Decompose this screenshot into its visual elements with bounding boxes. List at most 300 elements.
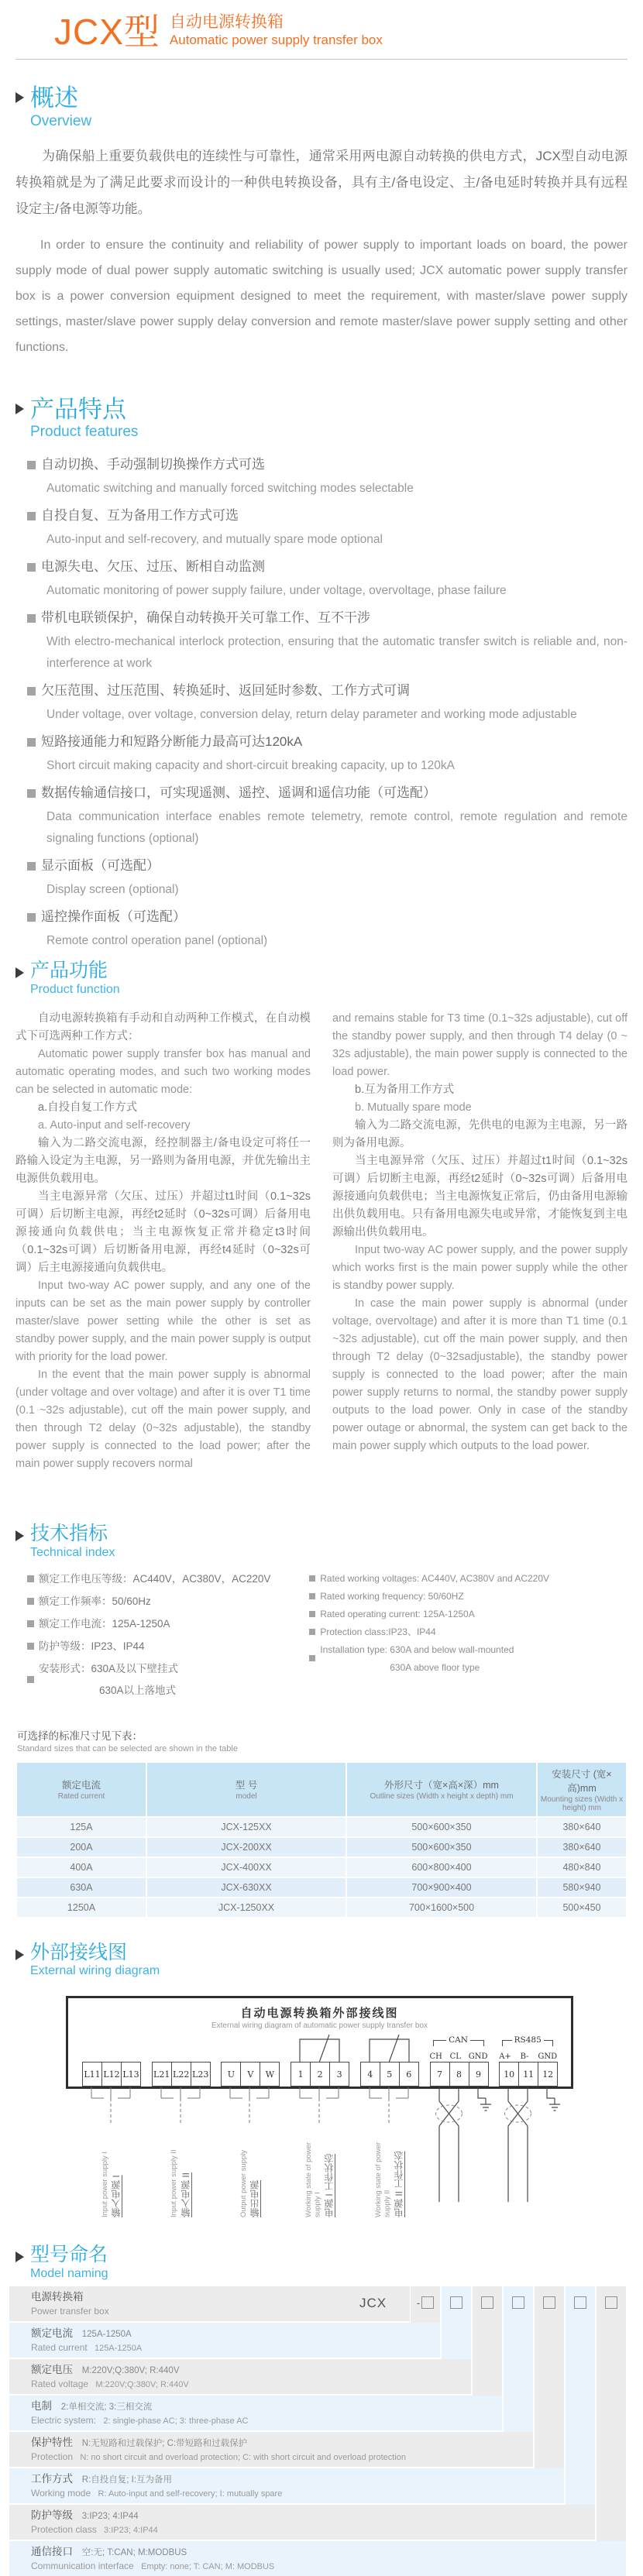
naming-row-cn <box>31 2509 595 2523</box>
cell-rated-current: 400A <box>17 1858 146 1877</box>
square-bullet-icon <box>27 1598 34 1605</box>
terminal-group <box>152 2062 211 2087</box>
terminal-cell: 7 <box>430 2062 449 2087</box>
naming-value-en: 3:IP23; 4:IP44 <box>104 2526 158 2536</box>
technical-item <box>27 1640 309 1652</box>
cell-mounting-size: 380×640 <box>538 1818 626 1836</box>
square-bullet-icon <box>27 1676 34 1683</box>
technical-item-value: Protection class:IP23、IP44 <box>320 1626 436 1637</box>
function-column-left <box>15 1010 311 1473</box>
section-wiring-heading <box>15 1942 643 1980</box>
function-title-cn: 产品功能 <box>30 960 108 982</box>
model-naming-row <box>9 2468 564 2503</box>
function-columns <box>15 1010 628 1473</box>
feature-item <box>27 455 628 500</box>
naming-label-en: Working mode <box>31 2488 91 2499</box>
naming-row-cn <box>31 2399 502 2414</box>
naming-label-en: Protection <box>31 2451 74 2463</box>
terminal-cell: 3 <box>329 2062 349 2087</box>
table-row <box>17 1898 626 1917</box>
wiring-diagram-box <box>66 1996 573 2089</box>
function-paragraph: 当主电源异常（欠压、过压）并超过t1时间（0.1~32s可调）后切断主电源，再经t2延时（0~32s可调）后备用电源接通向负载供电；当主电源恢复正常后，仍由备用电源输出供负载用电。只有备用电源失电或异常，才能恢复到主电源输出供负载用电。 <box>332 1154 628 1238</box>
function-paragraph: 输入为二路交流电源，先供电的电源为主电源，另一路则为备用电源。 <box>332 1118 628 1149</box>
naming-row-en <box>31 2414 502 2427</box>
square-bullet-icon <box>27 1620 34 1627</box>
technical-item-text <box>320 1591 463 1602</box>
naming-label-en: Communication interface <box>31 2561 134 2572</box>
square-bullet-icon <box>27 614 36 623</box>
feature-cn-label: 数据传输通信接口，可实现遥测、遥控、遥调和遥信功能（可选配） <box>41 785 436 801</box>
features-list <box>27 455 628 952</box>
naming-row-en <box>31 2378 471 2391</box>
wiring-label-en: Input power supply I <box>100 2152 109 2218</box>
model-naming-row <box>9 2396 502 2430</box>
feature-cn-label: 自投自复、互为备用工作方式可选 <box>41 508 239 524</box>
wiring-group-label <box>360 2126 418 2217</box>
technical-item <box>309 1626 628 1637</box>
model-naming-row <box>9 2359 471 2394</box>
wiring-title-cn: 外部接线图 <box>30 1941 128 1963</box>
technical-item-text <box>39 1573 270 1585</box>
naming-label-en: Electric system: <box>31 2415 97 2427</box>
header-cell-cn: 安装尺寸 (宽×高)mm <box>552 1768 612 1794</box>
feature-item <box>27 609 628 675</box>
features-title-cn: 产品特点 <box>30 395 126 423</box>
overview-paragraph-en: In order to ensure the continuity and reliability of power supply to important loads on board, the power supply mode of dual power supply automatic switching is usually used; JCX automatic power supply transfer box is a power conversion equipment designed to meet the requirement, with master/slave power supply settings, master/slave power supply delay conversion and remote master/slave power supply setting and other functions. <box>15 238 628 354</box>
feature-item <box>27 857 628 901</box>
terminal-group <box>499 2062 558 2087</box>
header-cell-en: Rated current <box>57 1792 105 1801</box>
table-row <box>17 1838 626 1856</box>
technical-item-text <box>39 1663 178 1696</box>
naming-row-cn <box>31 2290 410 2305</box>
naming-title-en: Model naming <box>30 2267 108 2281</box>
header-cell-en: Mounting sizes (Width x height) mm <box>540 1795 624 1812</box>
cell-model: JCX-400XX <box>147 1858 346 1877</box>
cell-mounting-size: 380×640 <box>538 1838 626 1856</box>
function-paragraph: a.自投自复工作方式 <box>38 1101 138 1114</box>
naming-label-en: Protection class <box>31 2524 97 2536</box>
naming-value-en: R: Auto-input and self-recovery; I: mutually spare <box>98 2489 283 2499</box>
feature-text-cn <box>27 733 628 751</box>
bracket-line <box>434 2040 447 2041</box>
square-bullet-icon <box>27 789 36 798</box>
technical-item <box>27 1618 309 1630</box>
naming-label-cn: 电源转换箱 <box>31 2291 84 2303</box>
cell-outline-size: 500×600×350 <box>347 1818 536 1836</box>
wiring-group-label <box>82 2126 140 2217</box>
technical-item-value: 额定工作电流：125A-1250A <box>39 1617 170 1630</box>
section-arrow-icon <box>15 1949 24 1960</box>
feature-cn-label: 电源失电、欠压、过压、断相自动监测 <box>41 559 265 575</box>
terminal-cell: 8 <box>449 2062 469 2087</box>
feature-cn-label: 欠压范围、过压范围、转换延时、返回延时参数、工作方式可调 <box>41 683 410 699</box>
cell-rated-current: 125A <box>17 1818 146 1836</box>
function-paragraph: In the event that the main power supply is abnormal (under voltage and over voltage) and after it is over T1 time (0.1 ~32s adjustable), cut off the main power supply, and then through T2 delay (0~32s adjustable), the standby power supply is connected to the load power; after the main power supply recovers normal <box>15 1368 311 1470</box>
square-bullet-icon <box>27 563 36 572</box>
feature-item <box>27 784 628 850</box>
naming-value-cn: 2:单相交流; 3:三相交流 <box>60 2403 153 2413</box>
technical-title-en: Technical index <box>30 1545 115 1559</box>
cell-rated-current: 200A <box>17 1838 146 1856</box>
naming-label-cn: 防护等级 <box>31 2509 73 2522</box>
feature-text-cn <box>27 558 628 576</box>
naming-label-cn: 额定电压 <box>31 2364 73 2376</box>
naming-row-cn <box>31 2436 533 2451</box>
terminal-cell: 4 <box>360 2062 380 2087</box>
section-arrow-icon <box>15 967 24 978</box>
technical-item-value: Rated working voltages: AC440V, AC380V and AC220V <box>320 1572 550 1584</box>
terminal-cell: L12 <box>101 2062 121 2087</box>
product-title-cn: 自动电源转换箱 <box>169 13 284 31</box>
feature-cn-label: 带机电联锁保护，确保自动转换开关可靠工作、互不干涉 <box>41 610 370 626</box>
wiring-group-label <box>291 2126 349 2217</box>
square-bullet-icon <box>27 512 36 520</box>
cell-model: JCX-630XX <box>147 1878 346 1897</box>
feature-item <box>27 908 628 952</box>
sizes-note-cn: 可选择的标准尺寸见下表： <box>17 1729 143 1742</box>
technical-item-value: 安装形式：630A及以下壁挂式 <box>39 1662 179 1674</box>
terminal-cell: L22 <box>171 2062 191 2087</box>
feature-text-cn <box>27 784 628 802</box>
square-bullet-icon <box>309 1629 315 1635</box>
naming-label-cn: 工作方式 <box>31 2473 73 2485</box>
feature-text-cn <box>27 857 628 875</box>
naming-value-cn: N:无短路和过载保护; C:带短路和过载保护 <box>81 2439 248 2449</box>
naming-heading-text <box>30 2244 108 2282</box>
feature-cn-label: 遥控操作面板（可选配） <box>41 909 186 925</box>
feature-text-cn <box>27 682 628 700</box>
naming-row-cn <box>31 2327 440 2341</box>
function-column-right <box>332 1010 628 1473</box>
terminal-cell: L23 <box>191 2062 211 2087</box>
wiring-label-cn: 电源 I 工作状态 <box>323 2154 335 2218</box>
pin-label: GND <box>538 2052 558 2062</box>
changeover-switch-icon <box>291 2030 349 2063</box>
naming-value-cn: 125A-1250A <box>81 2330 132 2340</box>
terminal-group <box>82 2062 141 2087</box>
terminal-cell: 12 <box>538 2062 558 2087</box>
function-paragraph: 当主电源异常（欠压、过压）并超过t1时间（0.1~32s可调）后切断主电源，再经t2延时（0~32s可调）后备用电源接通向负载供电；当主电源恢复正常并稳定t3时间（0.1~32s可调）后切断备用电源，再经t4延时（0~32s可调）后主电源接通向负载供电。 <box>15 1190 311 1274</box>
naming-row-cn <box>31 2545 626 2560</box>
terminal-cell: U <box>221 2062 240 2087</box>
section-overview-heading <box>15 84 643 130</box>
naming-label-cn: 额定电流 <box>31 2327 73 2340</box>
function-paragraph: Automatic power supply transfer box has manual and automatic operating modes, and such two working modes can be selected in automatic mode: <box>15 1047 311 1096</box>
overview-title-cn: 概述 <box>30 84 78 112</box>
naming-value-cn: M:220V;Q:380V; R:440V <box>81 2366 180 2376</box>
bracket-tick <box>483 2040 484 2046</box>
sizes-table-header-cell <box>538 1763 626 1816</box>
square-bullet-icon <box>27 738 36 747</box>
section-naming-heading <box>15 2244 643 2282</box>
square-bullet-icon <box>27 913 36 922</box>
bracket-tick <box>552 2040 553 2046</box>
naming-value-cn: 空:无; T:CAN; M:MODBUS <box>81 2548 187 2558</box>
model-naming-row <box>9 2541 626 2576</box>
naming-rows <box>9 2286 632 2576</box>
naming-row-en <box>31 2341 440 2354</box>
can-pin-labels <box>430 2052 488 2061</box>
section-arrow-icon <box>15 2251 24 2262</box>
feature-text-cn <box>27 507 628 525</box>
feature-text-en: Short circuit making capacity and short-circuit breaking capacity, up to 120kA <box>46 759 455 773</box>
section-arrow-icon <box>15 1530 24 1541</box>
overview-title-en: Overview <box>30 113 92 130</box>
square-bullet-icon <box>309 1655 315 1661</box>
wiring-label-en: Input power supply II <box>170 2149 179 2218</box>
technical-item-text <box>320 1609 474 1619</box>
technical-item <box>309 1591 628 1602</box>
naming-value-cn: R:自投自复; I:互为备用 <box>81 2475 173 2485</box>
header-cell-cn: 额定电流 <box>61 1780 101 1791</box>
bracket-tick <box>433 2040 434 2046</box>
technical-item-text <box>39 1640 145 1652</box>
feature-cn-label: 显示面板（可选配） <box>41 858 160 874</box>
terminal-cell: 2 <box>310 2062 329 2087</box>
wiring-label-en: Working state of power supply I <box>304 2142 322 2218</box>
wiring-label-cn: 电源 II 工作状态 <box>393 2152 404 2218</box>
doc-header <box>0 0 643 53</box>
wiring-label-cn: 输出电源 <box>249 2180 261 2218</box>
section-arrow-icon <box>15 404 24 414</box>
technical-item-value: Installation type: 630A and below wall-mounted <box>320 1643 514 1655</box>
header-cell-en: model <box>236 1792 257 1801</box>
section-technical-heading <box>15 1523 643 1561</box>
feature-cn-label: 短路接通能力和短路分断能力最高可达120kA <box>41 734 303 750</box>
terminal-cell: 6 <box>399 2062 419 2087</box>
wiring-label-en: Output power supply <box>239 2150 249 2218</box>
wiring-title-en: External wiring diagram <box>30 1964 160 1978</box>
technical-item-value: Rated working frequency: 50/60HZ <box>320 1590 464 1602</box>
cell-mounting-size: 580×940 <box>538 1878 626 1897</box>
technical-list-en <box>309 1573 628 1707</box>
wire-gather-icon <box>360 2087 418 2126</box>
technical-item-value: 额定工作电压等级：AC440V，AC380V，AC220V <box>39 1572 271 1585</box>
technical-item-value: 额定工作频率：50/60Hz <box>39 1595 151 1607</box>
sizes-table-header-row <box>17 1763 626 1816</box>
bracket-line <box>544 2040 552 2041</box>
can-bus-label: CAN <box>449 2035 468 2045</box>
terminal-group <box>430 2062 489 2087</box>
terminal-cell: L13 <box>121 2062 141 2087</box>
sizes-table <box>15 1761 628 1918</box>
naming-row-cn <box>31 2472 564 2487</box>
naming-value-en: N: no short circuit and overload protection; C: with short circuit and overload protection <box>80 2453 407 2463</box>
naming-label-en: Rated current <box>31 2342 88 2354</box>
features-title-en: Product features <box>30 424 139 441</box>
feature-text-cn <box>27 609 628 627</box>
function-paragraph: and remains stable for T3 time (0.1~32s adjustable), cut off the standby power supply, and then through T4 delay (0 ~ 32s adjustable), the main power supply is connected to the load power. <box>332 1012 628 1078</box>
wire-gather-icon <box>291 2087 349 2126</box>
feature-text-en: Automatic monitoring of power supply failure, under voltage, overvoltage, phase failure <box>46 584 507 598</box>
naming-label-cn: 保护特性 <box>31 2437 73 2449</box>
cell-outline-size: 600×800×400 <box>347 1858 536 1877</box>
naming-value-en: 2: single-phase AC; 3: three-phase AC <box>103 2416 249 2427</box>
twisted-pair-icon <box>499 2087 561 2203</box>
header-divider <box>15 59 628 60</box>
square-bullet-icon <box>27 461 36 469</box>
wiring-diagram <box>66 1996 573 2219</box>
wiring-group-label <box>221 2126 279 2217</box>
feature-text-cn <box>27 908 628 926</box>
square-bullet-icon <box>27 862 36 871</box>
wiring-label-en: Working state of power supply II <box>373 2142 392 2218</box>
terminal-group <box>291 2062 349 2087</box>
terminal-group <box>360 2062 419 2087</box>
technical-item-text <box>320 1573 549 1584</box>
model-naming-row <box>9 2286 410 2321</box>
cell-outline-size: 500×600×350 <box>347 1838 536 1856</box>
pin-label: A+ <box>499 2052 511 2062</box>
can-bus-bracket <box>433 2035 484 2046</box>
model-naming-table <box>9 2286 632 2576</box>
section-features-heading <box>15 396 643 441</box>
naming-label-cn: 电制 <box>31 2400 52 2413</box>
technical-item-text <box>320 1644 514 1673</box>
function-paragraph: a. Auto-input and self-recovery <box>38 1118 191 1132</box>
cell-outline-size: 700×1600×500 <box>347 1898 536 1917</box>
diagram-title-cn: 自动电源转换箱外部接线图 <box>240 2006 399 2021</box>
section-arrow-icon <box>15 92 24 103</box>
technical-item <box>27 1573 309 1585</box>
naming-value-cn: 3:IP23; 4:IP44 <box>81 2512 139 2522</box>
feature-text-cn <box>27 455 628 474</box>
terminal-cell: 10 <box>499 2062 518 2087</box>
cell-mounting-size: 480×840 <box>538 1858 626 1877</box>
table-row <box>17 1858 626 1877</box>
wiring-group-label <box>152 2126 210 2217</box>
section-function-heading <box>15 960 643 998</box>
cell-mounting-size: 500×450 <box>538 1898 626 1917</box>
cell-rated-current: 1250A <box>17 1898 146 1917</box>
technical-list-cn <box>27 1573 309 1707</box>
product-model-title: JCX型 <box>54 12 160 53</box>
technical-columns <box>27 1573 628 1707</box>
terminal-group <box>221 2062 280 2087</box>
bracket-tick <box>502 2040 503 2046</box>
function-title-en: Product function <box>30 982 120 996</box>
function-paragraph: b. Mutually spare mode <box>355 1101 472 1114</box>
diagram-title-en: External wiring diagram of automatic power supply transfer box <box>211 2021 428 2031</box>
model-naming-row <box>9 2432 533 2467</box>
wiring-heading-text <box>30 1942 160 1980</box>
changeover-switch-icon <box>360 2030 418 2063</box>
terminal-cell: 1 <box>291 2062 310 2087</box>
wire-gather-icon <box>152 2087 210 2126</box>
naming-row-en <box>31 2560 626 2573</box>
dash-label: - <box>416 2296 421 2310</box>
header-cell-cn: 型 号 <box>235 1780 258 1791</box>
technical-item-value: Rated operating current: 125A-1250A <box>320 1608 475 1619</box>
terminal-cell: W <box>260 2062 280 2087</box>
sizes-table-header-cell <box>17 1763 146 1816</box>
technical-heading-text <box>30 1523 115 1561</box>
terminal-cell: 9 <box>469 2062 489 2087</box>
model-naming-row <box>9 2323 440 2358</box>
feature-text-en: Data communication interface enables remote telemetry, remote control, remote regulation and remote signaling functions (optional) <box>46 810 628 846</box>
sizes-table-header-cell <box>347 1763 536 1816</box>
function-paragraph: 自动电源转换箱有手动和自动两种工作模式，在自动模式下可选两种工作方式： <box>15 1012 311 1042</box>
cell-model: JCX-125XX <box>147 1818 346 1836</box>
naming-row-en <box>31 2487 564 2500</box>
technical-item-text <box>39 1618 170 1630</box>
terminal-cell: 11 <box>518 2062 538 2087</box>
function-paragraph: b.互为备用工作方式 <box>355 1083 455 1096</box>
technical-item <box>309 1573 628 1584</box>
technical-item-value: 防护等级：IP23、IP44 <box>39 1640 145 1652</box>
feature-item <box>27 682 628 726</box>
feature-item <box>27 507 628 551</box>
rs485-bus-label: RS485 <box>514 2035 542 2045</box>
technical-item-continuation: 630A以上落地式 <box>99 1684 177 1696</box>
feature-text-en: Remote control operation panel (optional) <box>46 934 268 948</box>
square-bullet-icon <box>309 1611 315 1617</box>
pin-label: GND <box>468 2052 488 2062</box>
terminal-cell: 5 <box>380 2062 399 2087</box>
model-prefix-label: JCX <box>359 2296 387 2311</box>
technical-title-cn: 技术指标 <box>30 1522 108 1544</box>
square-bullet-icon <box>27 687 36 696</box>
wire-gather-icon <box>82 2087 140 2126</box>
function-paragraph: 输入为二路交流电源，经控制器主/备电设定可将任一路输入设定为主电源，另一路则为备用电源，并优先输出主电源供负载用电。 <box>15 1136 311 1185</box>
cell-rated-current: 630A <box>17 1878 146 1897</box>
twisted-pair-icon <box>430 2087 492 2203</box>
technical-item-continuation: 630A above floor type <box>390 1661 480 1673</box>
function-paragraph: Input two-way AC power supply, and any one of the inputs can be set as the main power supply by controller master/slave power setting while the other is set as standby power supply, and the main power supply is output with priority for the load power. <box>15 1279 311 1363</box>
product-title-block <box>170 12 383 50</box>
product-title-en: Automatic power supply transfer box <box>169 33 383 48</box>
sizes-note-en: Standard sizes that can be selected are shown in the table <box>17 1743 238 1753</box>
naming-value-en: M:220V;Q:380V; R:440V <box>95 2380 189 2390</box>
technical-item <box>27 1663 309 1696</box>
square-bullet-icon <box>27 1643 34 1650</box>
naming-row-en <box>31 2305 410 2318</box>
features-heading-text <box>30 396 138 441</box>
feature-text-en: With electro-mechanical interlock protection, ensuring that the automatic transfer switch is reliable and, non-interference at work <box>46 635 628 671</box>
technical-item <box>309 1609 628 1619</box>
table-row <box>17 1878 626 1897</box>
naming-label-cn: 通信接口 <box>31 2546 73 2558</box>
terminal-cell: L11 <box>82 2062 101 2087</box>
naming-title-cn: 型号命名 <box>30 2244 108 2266</box>
technical-item-text <box>39 1595 151 1607</box>
rs485-pin-labels <box>499 2052 557 2061</box>
naming-value-en: Empty: none; T: CAN; M: MODBUS <box>141 2562 275 2572</box>
bracket-line <box>503 2040 511 2041</box>
wiring-label-cn: 输入电源 II <box>180 2172 191 2218</box>
terminal-cell: L21 <box>152 2062 171 2087</box>
overview-paragraph-cn: 为确保船上重要负载供电的连续性与可靠性，通常采用两电源自动转换的供电方式，JCX型自动电源转换箱就是为了满足此要求而设计的一种供电转换设备，具有主/备电设定、主/备电延时转换并具有远程设定主/备电源等功能。 <box>15 148 628 216</box>
technical-item <box>27 1595 309 1607</box>
wire-gather-icon <box>221 2087 279 2126</box>
table-row <box>17 1818 626 1836</box>
feature-item <box>27 733 628 777</box>
pin-label: CL <box>449 2052 461 2062</box>
overview-heading-text <box>30 84 91 130</box>
naming-value-en: 125A-1250A <box>95 2344 143 2354</box>
cell-outline-size: 700×900×400 <box>347 1878 536 1897</box>
pin-label: B- <box>520 2052 529 2062</box>
feature-item <box>27 558 628 602</box>
bracket-line <box>470 2040 483 2041</box>
terminal-cell: V <box>240 2062 260 2087</box>
naming-row-cn <box>31 2363 471 2378</box>
technical-item <box>309 1644 628 1673</box>
square-bullet-icon <box>309 1575 315 1582</box>
wiring-label-cn: 输入电源 I <box>111 2175 122 2218</box>
technical-item-text <box>320 1626 435 1637</box>
